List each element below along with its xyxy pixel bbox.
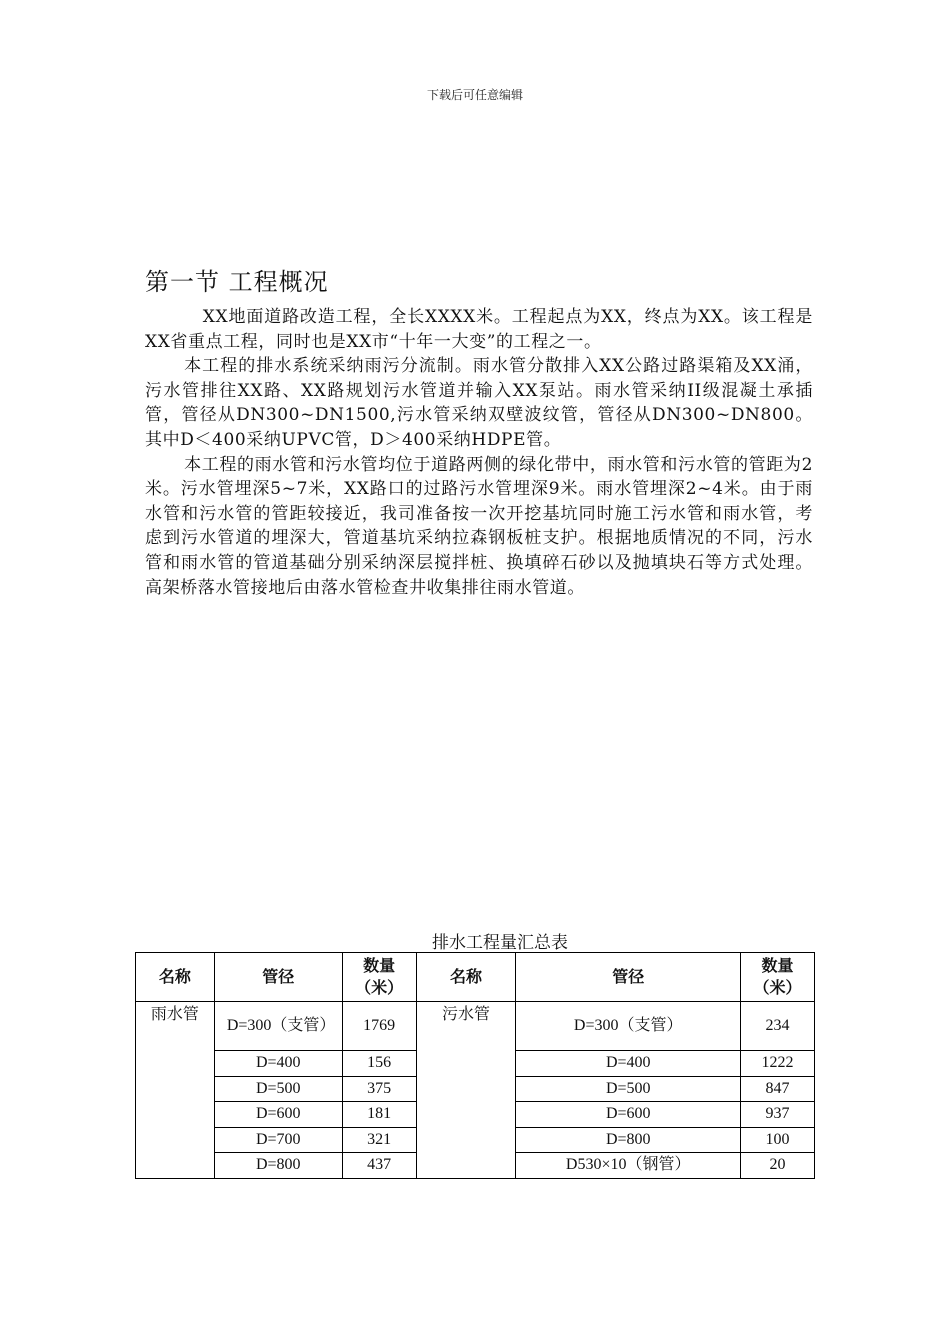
sewage-diameter: D=500 — [516, 1076, 741, 1102]
table-row — [136, 1002, 815, 1051]
rain-diameter: D=600 — [214, 1102, 342, 1128]
header-quantity-line2: （米） — [355, 978, 404, 997]
sewage-quantity: 100 — [741, 1127, 815, 1153]
header-quantity — [342, 953, 416, 1002]
paragraph: 本工程的雨水管和污水管均位于道路两侧的绿化带中，雨水管和污水管的管距为2米。污水管埋深5~7米，XX路口的过路污水管埋深9米。雨水管埋深2~4米。由于雨水管和污水管的管距较接近，我司准备按一次开挖基坑同时施工污水管和雨水管，考虑到污水管道的埋深大，管道基坑采纳拉森钢板桩支护。根据地质情况的不同，污水管和雨水管的管道基础分别采纳深层搅拌桩、换填碎石砂以及抛填块石等方式处理。高架桥落水管接地后由落水管检查井收集排往雨水管道。 — [145, 454, 813, 598]
sewage-diameter: D=800 — [516, 1127, 741, 1153]
paragraph: 本工程的排水系统采纳雨污分流制。雨水管分散排入XX公路过路渠箱及XX涌，污水管排往XX路、XX路规划污水管道并输入XX泵站。雨水管采纳II级混凝土承插管，管径从DN300~DN1500,污水管采纳双壁波纹管，管径从DN300~DN800。其中D＜400采纳UPVC管，D＞400采纳HDPE管。 — [145, 356, 813, 450]
header-note: 下载后可任意编辑 — [426, 88, 523, 102]
header-quantity-line1: 数量 — [363, 956, 396, 975]
rain-quantity: 181 — [342, 1102, 416, 1128]
header-name: 名称 — [416, 953, 516, 1002]
header-quantity-line1: 数量 — [761, 956, 794, 975]
section-title: 第一节 工程概况 — [145, 268, 329, 296]
header-quantity — [741, 953, 815, 1002]
header-name: 名称 — [136, 953, 215, 1002]
header-diameter: 管径 — [516, 953, 741, 1002]
table-header-row — [136, 953, 815, 1002]
sewage-diameter: D530×10（钢管） — [516, 1153, 741, 1179]
rain-diameter: D=800 — [214, 1153, 342, 1179]
sewage-diameter: D=300（支管） — [516, 1002, 741, 1051]
rain-pipe-name: 雨水管 — [136, 1002, 215, 1179]
rain-diameter: D=400 — [214, 1051, 342, 1077]
sewage-quantity: 1222 — [741, 1051, 815, 1077]
header-diameter: 管径 — [214, 953, 342, 1002]
sewage-pipe-name: 污水管 — [416, 1002, 516, 1179]
sewage-quantity: 20 — [741, 1153, 815, 1179]
table-caption: 排水工程量汇总表 — [432, 933, 568, 953]
sewage-diameter: D=600 — [516, 1102, 741, 1128]
rain-quantity: 321 — [342, 1127, 416, 1153]
rain-diameter: D=700 — [214, 1127, 342, 1153]
rain-quantity: 437 — [342, 1153, 416, 1179]
header-quantity-line2: （米） — [753, 978, 802, 997]
sewage-quantity: 937 — [741, 1102, 815, 1128]
paragraph: XX地面道路改造工程，全长XXXX米。工程起点为XX，终点为XX。该工程是XX省重点工程，同时也是XX市“十年一大变”的工程之一。 — [145, 307, 813, 352]
rain-diameter: D=500 — [214, 1076, 342, 1102]
drainage-summary-table — [135, 952, 815, 1179]
sewage-quantity: 234 — [741, 1002, 815, 1051]
rain-diameter: D=300（支管） — [214, 1002, 342, 1051]
sewage-quantity: 847 — [741, 1076, 815, 1102]
overview-body — [145, 305, 813, 600]
sewage-diameter: D=400 — [516, 1051, 741, 1077]
rain-quantity: 375 — [342, 1076, 416, 1102]
rain-quantity: 1769 — [342, 1002, 416, 1051]
rain-quantity: 156 — [342, 1051, 416, 1077]
